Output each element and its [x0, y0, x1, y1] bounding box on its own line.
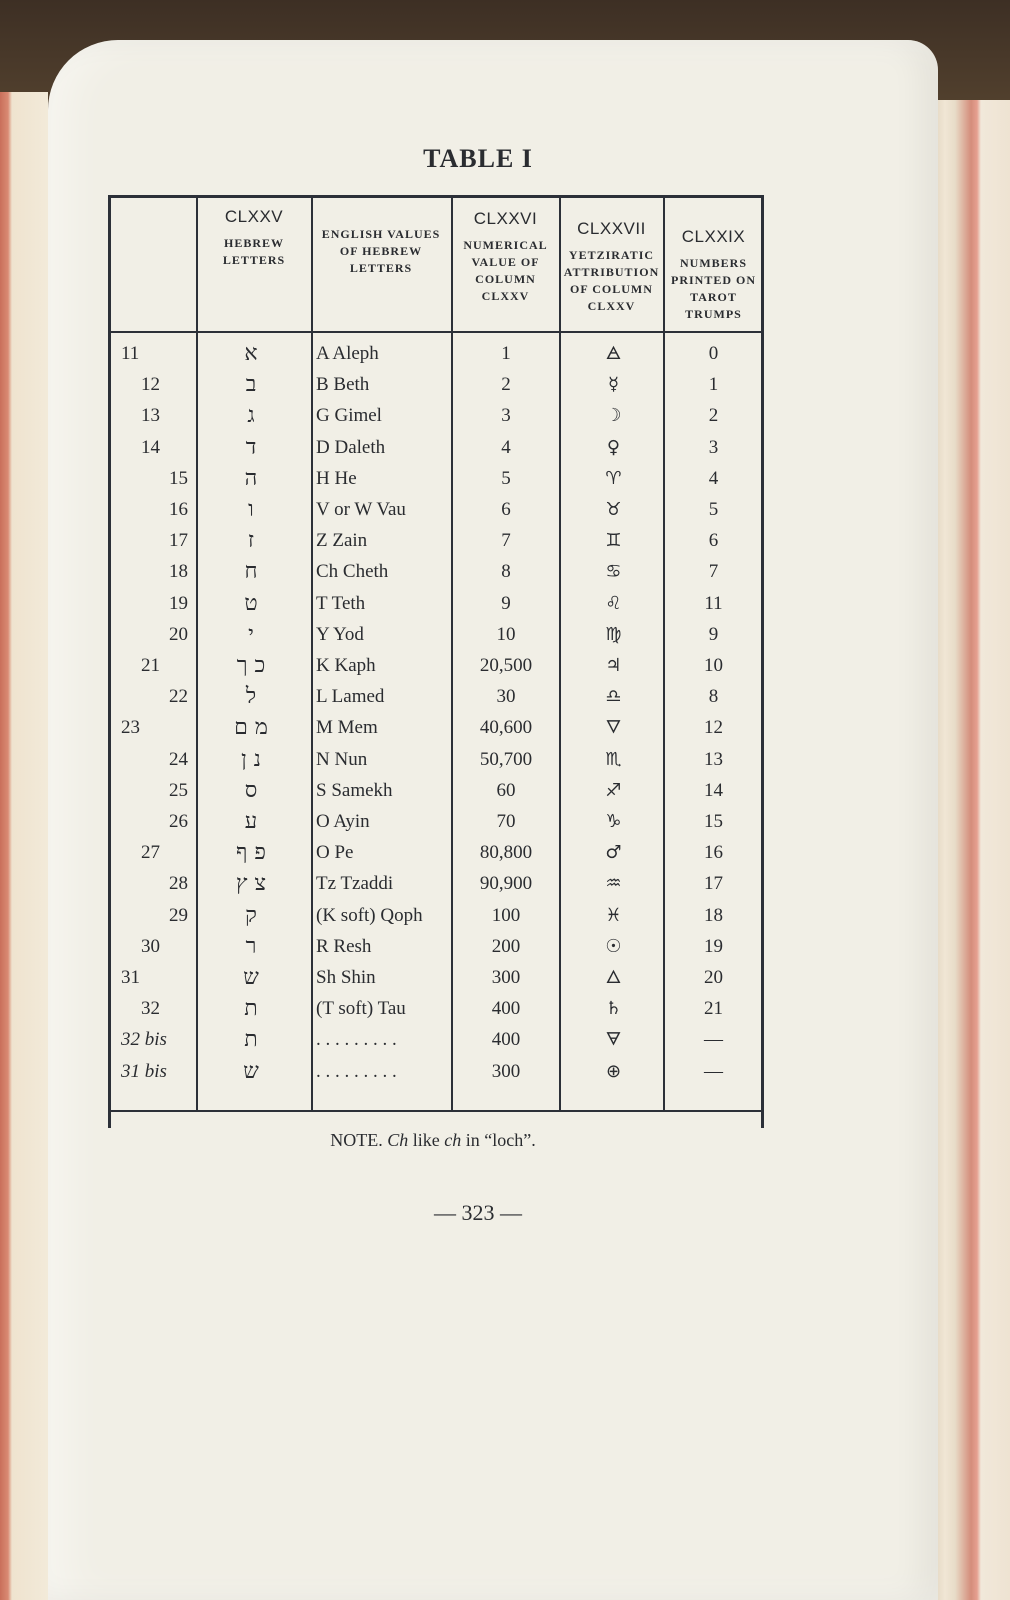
row-number: 23 [121, 717, 140, 739]
english-value: Sh Shin [316, 967, 376, 988]
yetziratic-symbol: 🜄 [605, 717, 622, 739]
hebrew-letter: ב [245, 372, 257, 398]
row-number: 28 [169, 873, 188, 895]
numerical-value: 4 [501, 436, 511, 458]
hebrew-letter: ג [247, 403, 255, 429]
header-caption: ENGLISH VALUES OF HEBREW LETTERS [321, 227, 441, 275]
table-row [111, 1056, 761, 1087]
english-value: . . . . . . . . . [316, 1029, 397, 1051]
yetziratic-symbol: ♋ [605, 561, 622, 583]
yetziratic-symbol: ♒ [605, 873, 622, 895]
yetziratic-symbol: ♀ [606, 436, 621, 458]
row-number: 13 [141, 405, 160, 427]
numerical-value: 8 [501, 561, 511, 583]
row-number: 15 [169, 467, 188, 489]
note-ch: Ch [387, 1130, 409, 1150]
header-caption: NUMBERS PRINTED ON TAROT TRUMPS [670, 256, 756, 321]
yetziratic-symbol: ♎ [605, 686, 622, 708]
row-number: 30 [141, 935, 160, 957]
yetziratic-symbol: ☉ [605, 935, 622, 957]
row-number: 26 [169, 811, 188, 832]
tarot-number: 4 [708, 467, 719, 489]
row-number: 11 [121, 343, 140, 364]
numerical-value: 20,500 [479, 655, 533, 676]
table-row [111, 619, 761, 650]
english-value: A Aleph [316, 343, 379, 364]
yetziratic-symbol: 🜂 [605, 967, 622, 988]
table-row [111, 962, 761, 993]
tarot-number: 13 [704, 748, 723, 770]
table-row [111, 868, 761, 899]
yetziratic-symbol: ♐ [605, 779, 622, 801]
yetziratic-symbol: ♏ [605, 748, 622, 770]
header-roman: CLXXVII [577, 219, 646, 238]
row-number: 31 [121, 967, 140, 988]
table-row [111, 338, 761, 369]
hebrew-letter: ת [244, 1027, 258, 1053]
english-value: Z Zain [316, 530, 368, 552]
yetziratic-symbol: ☿ [607, 374, 620, 396]
yetziratic-symbol: ♄ [605, 998, 622, 1020]
english-value: (K soft) Qoph [316, 904, 423, 926]
tarot-number: 21 [704, 998, 723, 1020]
tarot-number: 5 [708, 499, 719, 520]
tarot-number: 12 [704, 717, 723, 739]
note-rest: in “loch”. [465, 1130, 536, 1150]
tarot-number: 7 [708, 561, 719, 583]
numerical-value: 1 [501, 343, 511, 364]
english-value: V or W Vau [316, 499, 406, 520]
tarot-number: 14 [704, 779, 723, 801]
numerical-value: 6 [501, 499, 511, 520]
table-row [111, 931, 761, 962]
numerical-value: 5 [501, 467, 511, 489]
yetziratic-symbol: ⊕ [605, 1060, 622, 1082]
header-caption: YETZIRATIC ATTRIBUTION OF COLUMN CLXXV [563, 248, 660, 313]
english-value: O Pe [316, 842, 354, 864]
hebrew-letter: ז [247, 528, 255, 554]
english-value: M Mem [316, 717, 378, 739]
row-number: 14 [141, 436, 160, 458]
numerical-value: 80,800 [479, 842, 533, 864]
row-number: 20 [169, 623, 188, 645]
row-number: 27 [141, 842, 160, 864]
numerical-value: 300 [491, 967, 521, 988]
english-value: T Teth [316, 592, 366, 614]
table-title: TABLE I [423, 144, 533, 173]
tarot-number: 15 [704, 811, 723, 832]
numerical-value: 90,900 [479, 873, 533, 895]
table-row [111, 775, 761, 806]
table-row [111, 837, 761, 868]
table-row [111, 369, 761, 400]
table-row [111, 556, 761, 587]
table-row [111, 588, 761, 619]
english-value: S Samekh [316, 779, 393, 801]
hebrew-letter: מ ם [234, 715, 268, 741]
hebrew-letter: ו [248, 497, 254, 522]
hebrew-letter: א [244, 341, 258, 366]
hebrew-letter: ע [244, 809, 258, 834]
tarot-number: 10 [704, 655, 723, 676]
note-ch-lower: ch [444, 1130, 462, 1150]
yetziratic-symbol: ♓ [605, 904, 622, 926]
hebrew-letter: פ ף [236, 840, 266, 866]
tarot-number: 6 [708, 530, 719, 552]
table-row [111, 1024, 761, 1055]
english-value: N Nun [316, 748, 368, 770]
numerical-value: 60 [496, 779, 516, 801]
table-row [111, 681, 761, 712]
header-numerical-value [454, 210, 557, 305]
page-number: — 323 — [434, 1200, 522, 1225]
note-label: NOTE. [330, 1130, 383, 1150]
numerical-value: 3 [501, 405, 511, 427]
tarot-number: 18 [704, 904, 723, 926]
book-page [48, 40, 938, 1600]
numerical-value: 100 [491, 904, 521, 926]
english-value: Y Yod [316, 623, 364, 645]
yetziratic-symbol: 🜁 [605, 343, 622, 364]
header-roman: CLXXVI [473, 209, 538, 228]
table-row [111, 744, 761, 775]
yetziratic-symbol: ♊ [605, 530, 622, 552]
header-roman: CLXXV [224, 207, 284, 226]
note-like: like [412, 1130, 440, 1150]
tarot-number: — [704, 1029, 723, 1051]
row-number: 25 [169, 779, 188, 801]
tarot-number: 8 [708, 686, 719, 708]
row-number: 32 bis [121, 1029, 167, 1051]
tarot-number: — [704, 1060, 723, 1082]
english-value: D Daleth [316, 436, 386, 458]
hebrew-letter: ח [244, 559, 258, 585]
yetziratic-symbol: ♂ [605, 842, 622, 864]
english-value: Ch Cheth [316, 561, 389, 583]
english-value: R Resh [316, 935, 372, 957]
hebrew-letter: צ ץ [236, 871, 266, 897]
row-number: 32 [141, 998, 160, 1020]
english-value: B Beth [316, 374, 370, 396]
table-row [111, 650, 761, 681]
english-value: (T soft) Tau [316, 998, 406, 1020]
row-number: 17 [169, 530, 188, 552]
yetziratic-symbol: ☽ [605, 405, 622, 427]
tarot-number: 2 [708, 405, 719, 427]
hebrew-letter: ת [244, 996, 258, 1022]
tarot-number: 1 [708, 374, 719, 396]
table-row [111, 993, 761, 1024]
header-roman: CLXXIX [681, 227, 746, 246]
facing-page-edge [0, 92, 48, 1600]
tarot-number: 17 [704, 873, 723, 895]
table-row [111, 463, 761, 494]
tarot-number: 16 [704, 842, 723, 864]
hebrew-letter: ט [244, 590, 258, 616]
table-row [111, 806, 761, 837]
yetziratic-symbol: ♈ [605, 467, 622, 489]
english-value: O Ayin [316, 811, 370, 832]
numerical-value: 2 [501, 374, 511, 396]
numerical-value: 30 [496, 686, 516, 708]
numerical-value: 50,700 [479, 748, 533, 770]
english-value: G Gimel [316, 405, 382, 427]
hebrew-letter: ל [245, 684, 257, 710]
tarot-number: 11 [704, 592, 723, 614]
tarot-number: 0 [708, 343, 719, 364]
english-value: . . . . . . . . . [316, 1060, 397, 1082]
yetziratic-symbol: 🜃 [605, 1029, 622, 1051]
hebrew-letter: ר [245, 933, 257, 959]
numerical-value: 9 [501, 592, 511, 614]
row-number: 16 [169, 499, 188, 520]
header-tarot-numbers [666, 228, 761, 323]
table-row [111, 400, 761, 431]
numerical-value: 40,600 [479, 717, 533, 739]
yetziratic-symbol: ♃ [605, 655, 622, 676]
header-english-values [316, 226, 446, 277]
table-row [111, 525, 761, 556]
header-caption: NUMERICAL VALUE OF COLUMN CLXXV [463, 238, 548, 303]
row-number: 21 [141, 655, 160, 676]
yetziratic-symbol: ♉ [605, 499, 622, 520]
header-yetziratic [562, 220, 661, 315]
tarot-number: 19 [704, 935, 723, 957]
hebrew-letter: י [248, 621, 254, 647]
numerical-value: 10 [496, 623, 516, 645]
numerical-value: 300 [491, 1060, 521, 1082]
table-bottom-rule [111, 1110, 761, 1112]
row-number: 31 bis [121, 1060, 167, 1082]
english-value: K Kaph [316, 655, 376, 676]
row-number: 18 [169, 561, 188, 583]
numerical-value: 70 [496, 811, 516, 832]
table-row [111, 494, 761, 525]
hebrew-letter: כ ך [236, 653, 266, 678]
yetziratic-symbol: ♍ [605, 623, 622, 645]
tarot-number: 20 [704, 967, 723, 988]
yetziratic-symbol: ♑ [605, 811, 622, 832]
english-value: Tz Tzaddi [316, 873, 394, 895]
correspondence-table [108, 195, 764, 1128]
table-row [111, 712, 761, 743]
hebrew-letter: ש [243, 965, 259, 990]
row-number: 19 [169, 592, 188, 614]
hebrew-letter: ק [245, 902, 257, 928]
hebrew-letter: ש [243, 1058, 259, 1084]
hebrew-letter: נ ן [241, 746, 261, 772]
header-caption: HEBREW LETTERS [222, 236, 286, 267]
numerical-value: 200 [491, 935, 521, 957]
numerical-value: 400 [491, 998, 521, 1020]
tarot-number: 9 [708, 623, 719, 645]
yetziratic-symbol: ♌ [605, 592, 622, 614]
row-number: 22 [169, 686, 188, 708]
numerical-value: 400 [491, 1029, 521, 1051]
row-number: 12 [141, 374, 160, 396]
row-number: 29 [169, 904, 188, 926]
english-value: L Lamed [316, 686, 385, 708]
header-rule [111, 331, 761, 333]
row-number: 24 [169, 748, 188, 770]
tarot-number: 3 [708, 436, 719, 458]
hebrew-letter: ס [244, 777, 258, 803]
hebrew-letter: ה [244, 465, 258, 491]
numerical-value: 7 [501, 530, 511, 552]
table-row [111, 900, 761, 931]
table-note [108, 1130, 758, 1151]
hebrew-letter: ד [245, 434, 257, 460]
table-row [111, 432, 761, 463]
header-hebrew-letters [199, 208, 309, 269]
english-value: H He [316, 467, 357, 489]
